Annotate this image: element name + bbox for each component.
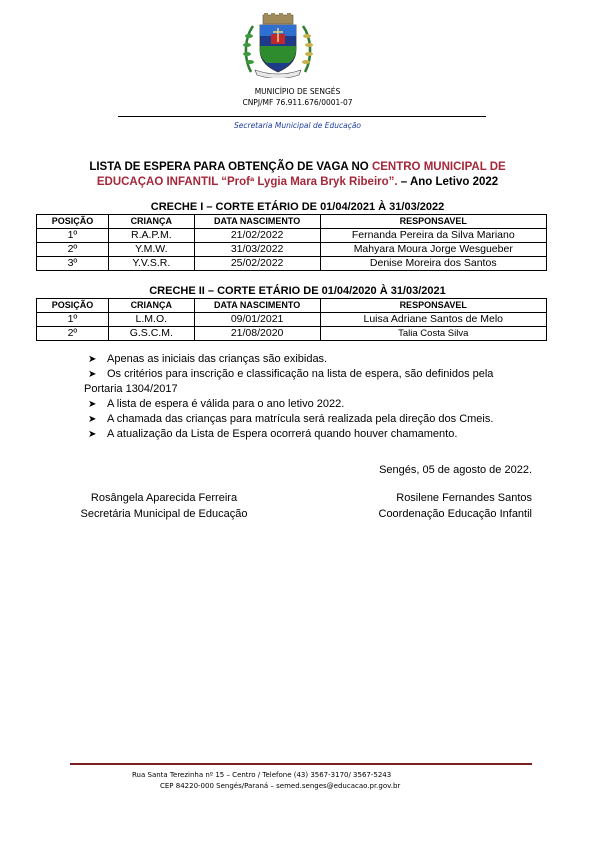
table-row: 2º G.S.C.M. 21/08/2020 Talia Costa Silva bbox=[37, 327, 547, 341]
signature-right bbox=[379, 490, 533, 522]
arrowhead-bullet-icon: ➤ bbox=[88, 429, 97, 440]
creche1-table bbox=[36, 214, 547, 271]
column-header: DATA NASCIMENTO bbox=[194, 299, 320, 313]
signer-name: Rosângela Aparecida Ferreira bbox=[90, 492, 238, 504]
footer-contact: CEP 84220-000 Sengés/Paraná – semed.senges@educacao.pr.gov.br bbox=[160, 782, 401, 790]
municipal-coat-of-arms-icon bbox=[241, 12, 315, 78]
department-name: Secretaria Municipal de Educação bbox=[233, 121, 361, 130]
table-row: 2º Y.M.W. 31/03/2022 Mahyara Moura Jorge Wesgueber bbox=[37, 243, 547, 257]
column-header: POSIÇÃO bbox=[37, 299, 109, 313]
table-header-row bbox=[37, 215, 547, 229]
table-row: 1º R.A.P.M. 21/02/2022 Fernanda Pereira da Silva Mariano bbox=[37, 229, 547, 243]
cnpj-number: CNPJ/MF 76.911.676/0001-07 bbox=[242, 98, 353, 107]
column-header: RESPONSAVEL bbox=[320, 215, 546, 229]
signer-role: Coordenação Educação Infantil bbox=[378, 508, 532, 520]
list-item: ➤ A atualização da Lista de Espera ocorrerá quando houver chamamento. bbox=[88, 428, 458, 440]
header-divider bbox=[118, 116, 486, 117]
column-header: CRIANÇA bbox=[108, 299, 194, 313]
list-item: ➤ Os critérios para inscrição e classificação na lista de espera, são definidos pela bbox=[88, 368, 494, 380]
arrowhead-bullet-icon: ➤ bbox=[88, 399, 97, 410]
creche2-table bbox=[36, 298, 547, 341]
arrowhead-bullet-icon: ➤ bbox=[88, 354, 97, 365]
signature-left bbox=[66, 490, 262, 522]
arrowhead-bullet-icon: ➤ bbox=[88, 414, 97, 425]
table-row: 3º Y.V.S.R. 25/02/2022 Denise Moreira dos Santos bbox=[37, 257, 547, 271]
table-header-row bbox=[37, 299, 547, 313]
date-line: Sengés, 05 de agosto de 2022. bbox=[379, 464, 532, 476]
list-item: ➤ A lista de espera é válida para o ano letivo 2022. bbox=[88, 398, 345, 410]
creche1-heading: CRECHE I – CORTE ETÁRIO DE 01/04/2021 À 31/03/2022 bbox=[150, 201, 445, 213]
list-item: ➤ Apenas as iniciais das crianças são exibidas. bbox=[88, 353, 328, 365]
document-title: LISTA DE ESPERA PARA OBTENÇÃO DE VAGA NO CENTRO MUNICIPAL DE EDUCAÇAO INFANTIL “Profª Lygia Mara Bryk Ribeiro”. – Ano Letivo 2022 bbox=[89, 161, 506, 188]
footer-address: Rua Santa Terezinha nº 15 – Centro / Telefone (43) 3567-3170/ 3567-5243 bbox=[132, 771, 392, 779]
creche2-heading: CRECHE II – CORTE ETÁRIO DE 01/04/2020 À 31/03/2021 bbox=[149, 285, 446, 297]
notes-list bbox=[85, 352, 555, 442]
column-header: DATA NASCIMENTO bbox=[194, 215, 320, 229]
signer-name: Rosilene Fernandes Santos bbox=[396, 492, 532, 504]
column-header: POSIÇÃO bbox=[37, 215, 109, 229]
column-header: CRIANÇA bbox=[108, 215, 194, 229]
list-item-continuation: Portaria 1304/2017 bbox=[84, 383, 178, 395]
table-row: 1º L.M.O. 09/01/2021 Luisa Adriane Santos de Melo bbox=[37, 313, 547, 327]
signer-role: Secretária Municipal de Educação bbox=[80, 508, 248, 520]
municipality-name: MUNICÍPIO DE SENGÉS bbox=[254, 87, 341, 96]
footer-divider bbox=[70, 763, 532, 765]
column-header: RESPONSAVEL bbox=[320, 299, 547, 313]
arrowhead-bullet-icon: ➤ bbox=[88, 369, 97, 380]
list-item: ➤ A chamada das crianças para matrícula será realizada pela direção dos Cmeis. bbox=[88, 413, 494, 425]
